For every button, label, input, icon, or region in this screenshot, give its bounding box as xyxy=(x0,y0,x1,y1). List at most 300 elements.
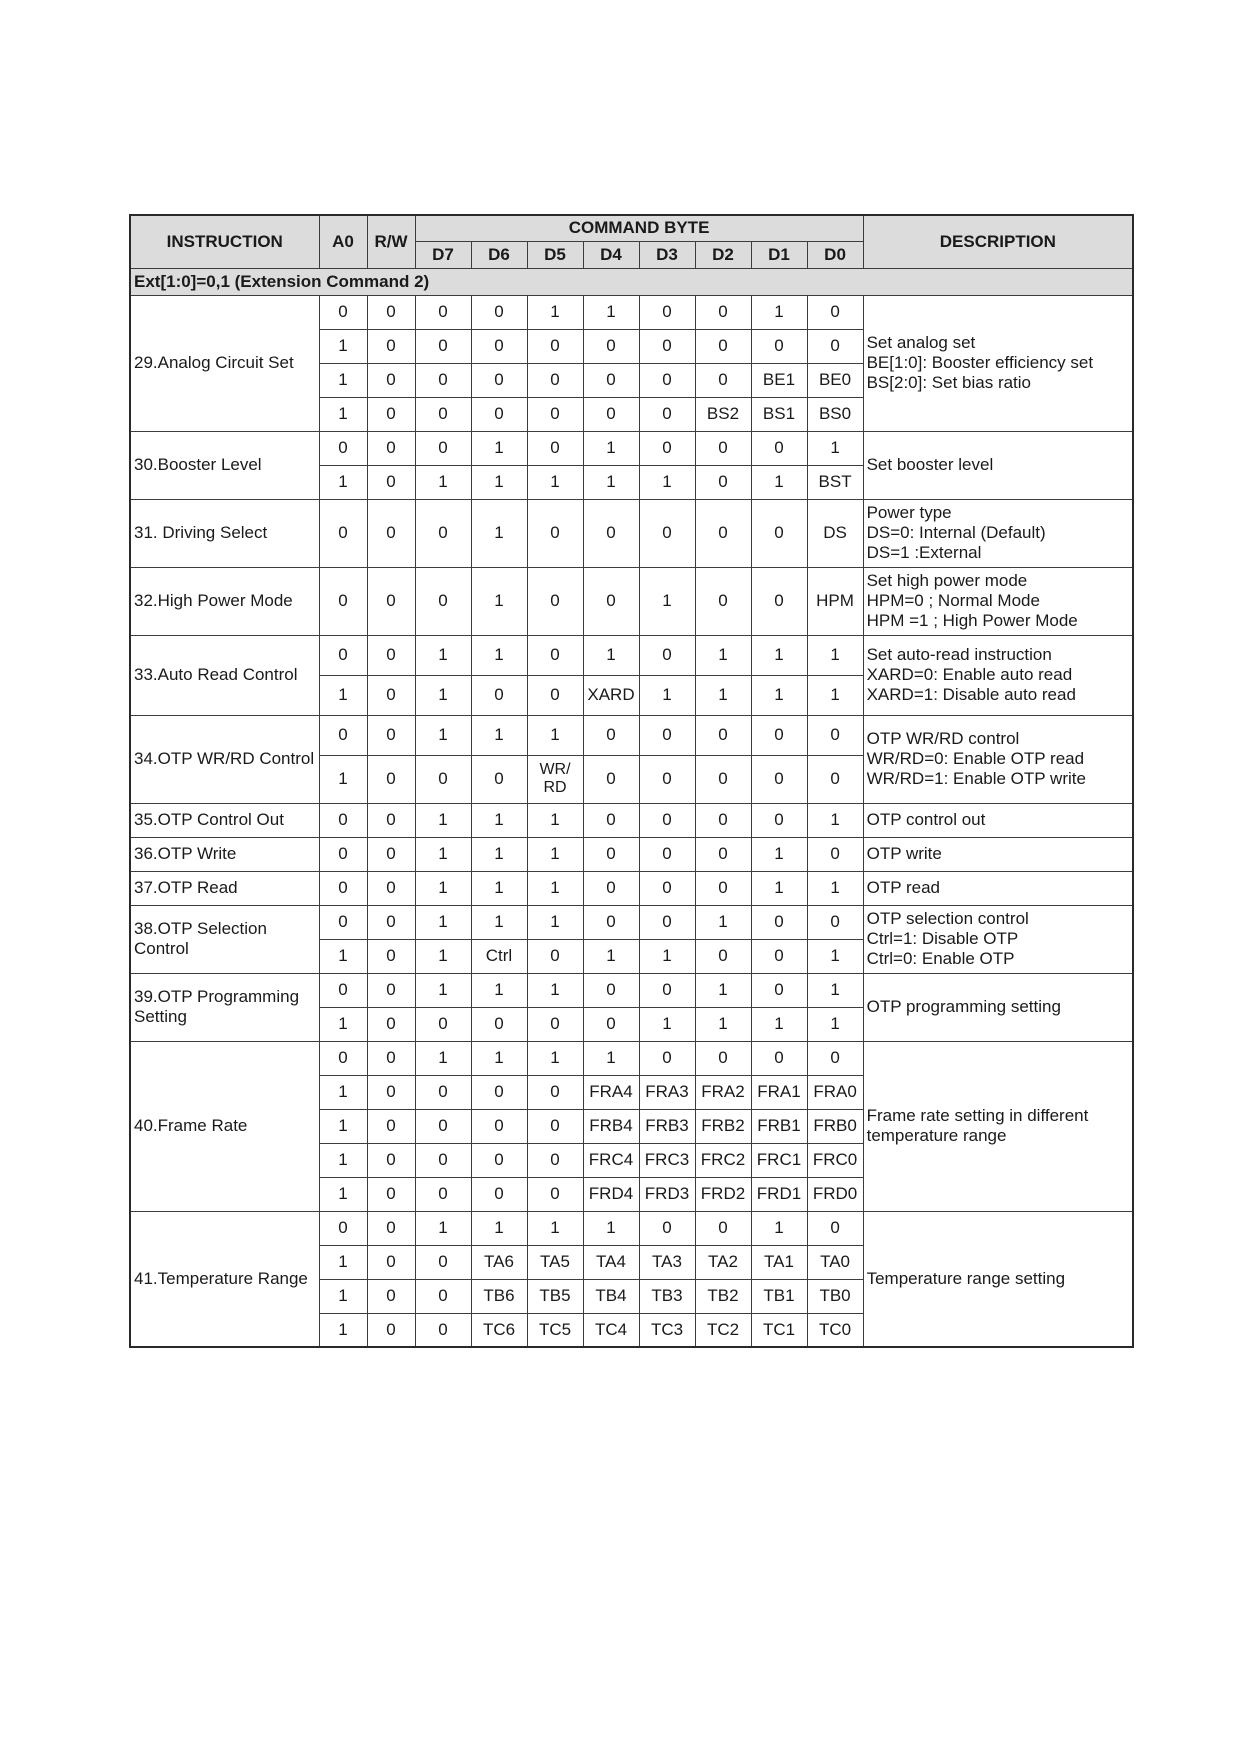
header-instruction: INSTRUCTION xyxy=(130,215,319,268)
table-row xyxy=(130,567,1133,635)
table-row xyxy=(130,803,1133,837)
a0-cell: 1 xyxy=(319,1143,367,1177)
bit-cell: TA2 xyxy=(695,1245,751,1279)
bit-cell: 0 xyxy=(695,803,751,837)
bit-cell: 0 xyxy=(583,329,639,363)
description-line: XARD=0: Enable auto read xyxy=(866,665,1073,684)
a0-cell: 1 xyxy=(319,1177,367,1211)
description-line: XARD=1: Disable auto read xyxy=(866,685,1076,704)
a0-cell: 1 xyxy=(319,465,367,499)
description-cell xyxy=(863,1211,1133,1347)
bit-cell: 0 xyxy=(583,803,639,837)
instruction-cell: 36.OTP Write xyxy=(130,837,319,871)
bit-cell: FRC4 xyxy=(583,1143,639,1177)
bit-cell: 0 xyxy=(583,755,639,803)
bit-cell: 1 xyxy=(527,803,583,837)
bit-cell: 0 xyxy=(527,431,583,465)
bit-cell: 1 xyxy=(639,465,695,499)
a0-cell: 1 xyxy=(319,329,367,363)
bit-cell: 1 xyxy=(807,939,863,973)
rw-cell: 0 xyxy=(367,939,415,973)
table-row xyxy=(130,295,1133,329)
rw-cell: 0 xyxy=(367,871,415,905)
bit-cell: 0 xyxy=(639,499,695,567)
bit-cell: 0 xyxy=(527,567,583,635)
bit-cell: 0 xyxy=(527,1075,583,1109)
bit-cell: 0 xyxy=(415,1109,471,1143)
bit-cell: 1 xyxy=(583,1041,639,1075)
description-cell xyxy=(863,973,1133,1041)
description-line: HPM =1 ; High Power Mode xyxy=(866,611,1078,630)
rw-cell: 0 xyxy=(367,837,415,871)
bit-cell: 1 xyxy=(639,675,695,715)
bit-cell: 0 xyxy=(751,715,807,755)
bit-cell: TA0 xyxy=(807,1245,863,1279)
bit-cell: TC2 xyxy=(695,1313,751,1347)
bit-cell: 1 xyxy=(751,837,807,871)
bit-cell: TB3 xyxy=(639,1279,695,1313)
bit-cell: 1 xyxy=(695,973,751,1007)
bit-cell: 0 xyxy=(751,1041,807,1075)
bit-cell: 1 xyxy=(471,905,527,939)
command-table xyxy=(129,214,1134,1348)
table-row xyxy=(130,715,1133,755)
bit-cell: 1 xyxy=(807,973,863,1007)
bit-cell: 1 xyxy=(527,871,583,905)
bit-cell: TA3 xyxy=(639,1245,695,1279)
description-line: OTP write xyxy=(866,844,942,863)
bit-cell: 1 xyxy=(471,973,527,1007)
bit-cell: 0 xyxy=(415,1007,471,1041)
header-bit: D7 xyxy=(415,241,471,268)
bit-cell: 0 xyxy=(583,499,639,567)
rw-cell: 0 xyxy=(367,1007,415,1041)
bit-cell: 1 xyxy=(527,715,583,755)
a0-cell: 0 xyxy=(319,973,367,1007)
bit-cell: 0 xyxy=(471,675,527,715)
bit-cell: 0 xyxy=(695,499,751,567)
description-cell xyxy=(863,635,1133,715)
bit-cell: 1 xyxy=(695,675,751,715)
description-line: Power type xyxy=(866,503,952,522)
bit-cell: 0 xyxy=(695,871,751,905)
a0-cell: 1 xyxy=(319,1245,367,1279)
header-bit: D5 xyxy=(527,241,583,268)
bit-cell: TA1 xyxy=(751,1245,807,1279)
a0-cell: 1 xyxy=(319,1075,367,1109)
a0-cell: 0 xyxy=(319,1041,367,1075)
description-line: Frame rate setting in different temperature range xyxy=(866,1106,1089,1145)
bit-cell: 0 xyxy=(471,1075,527,1109)
bit-cell: FRA3 xyxy=(639,1075,695,1109)
instruction-cell: 30.Booster Level xyxy=(130,431,319,499)
bit-cell: 0 xyxy=(415,295,471,329)
description-cell xyxy=(863,499,1133,567)
bit-cell: 0 xyxy=(639,905,695,939)
description-line: Set high power mode xyxy=(866,571,1028,590)
description-line: WR/RD=0: Enable OTP read xyxy=(866,749,1085,768)
bit-cell: TA5 xyxy=(527,1245,583,1279)
description-cell xyxy=(863,871,1133,905)
rw-cell: 0 xyxy=(367,675,415,715)
bit-cell: 1 xyxy=(415,837,471,871)
bit-cell: 0 xyxy=(751,567,807,635)
bit-cell: 0 xyxy=(527,635,583,675)
bit-cell: 0 xyxy=(527,939,583,973)
bit-cell: 0 xyxy=(639,397,695,431)
bit-cell: 0 xyxy=(751,499,807,567)
header-bit: D3 xyxy=(639,241,695,268)
rw-cell: 0 xyxy=(367,1245,415,1279)
instruction-cell: 37.OTP Read xyxy=(130,871,319,905)
bit-cell: 0 xyxy=(695,715,751,755)
rw-cell: 0 xyxy=(367,635,415,675)
bit-cell: 0 xyxy=(807,295,863,329)
bit-cell: 0 xyxy=(415,363,471,397)
header-bit: D6 xyxy=(471,241,527,268)
rw-cell: 0 xyxy=(367,905,415,939)
bit-cell: 1 xyxy=(807,675,863,715)
bit-cell: 0 xyxy=(527,397,583,431)
table-row xyxy=(130,499,1133,567)
description-line: BE[1:0]: Booster efficiency set xyxy=(866,353,1094,372)
bit-cell: 0 xyxy=(751,329,807,363)
bit-cell: 0 xyxy=(695,755,751,803)
bit-cell: 1 xyxy=(471,837,527,871)
bit-cell: FRD2 xyxy=(695,1177,751,1211)
description-line: WR/RD=1: Enable OTP write xyxy=(866,769,1086,788)
bit-cell: TC4 xyxy=(583,1313,639,1347)
rw-cell: 0 xyxy=(367,567,415,635)
bit-cell: 1 xyxy=(471,567,527,635)
bit-cell: 1 xyxy=(471,635,527,675)
description-line: HPM=0 ; Normal Mode xyxy=(866,591,1040,610)
bit-cell: 0 xyxy=(751,973,807,1007)
bit-cell: 1 xyxy=(751,295,807,329)
rw-cell: 0 xyxy=(367,1143,415,1177)
bit-cell: 0 xyxy=(415,1177,471,1211)
instruction-cell: 34.OTP WR/RD Control xyxy=(130,715,319,803)
bit-cell: BE0 xyxy=(807,363,863,397)
bit-cell: 0 xyxy=(639,715,695,755)
section-title: Ext[1:0]=0,1 (Extension Command 2) xyxy=(130,268,1133,295)
bit-cell: 1 xyxy=(471,1041,527,1075)
a0-cell: 1 xyxy=(319,755,367,803)
description-cell xyxy=(863,715,1133,803)
bit-cell: 0 xyxy=(807,905,863,939)
a0-cell: 1 xyxy=(319,675,367,715)
bit-cell: 1 xyxy=(639,939,695,973)
a0-cell: 0 xyxy=(319,905,367,939)
rw-cell: 0 xyxy=(367,973,415,1007)
a0-cell: 0 xyxy=(319,635,367,675)
bit-cell: 0 xyxy=(415,329,471,363)
rw-cell: 0 xyxy=(367,1109,415,1143)
rw-cell: 0 xyxy=(367,715,415,755)
bit-cell: 0 xyxy=(583,567,639,635)
bit-cell: FRC2 xyxy=(695,1143,751,1177)
bit-cell: 1 xyxy=(695,1007,751,1041)
bit-cell: 0 xyxy=(527,1007,583,1041)
rw-cell: 0 xyxy=(367,1313,415,1347)
bit-cell: 0 xyxy=(751,755,807,803)
bit-cell: 1 xyxy=(751,1211,807,1245)
bit-cell: 0 xyxy=(695,465,751,499)
description-line: Set auto-read instruction xyxy=(866,645,1052,664)
bit-cell: 0 xyxy=(751,431,807,465)
a0-cell: 0 xyxy=(319,1211,367,1245)
bit-cell: 1 xyxy=(583,939,639,973)
bit-cell: TC1 xyxy=(751,1313,807,1347)
bit-cell: 0 xyxy=(471,329,527,363)
rw-cell: 0 xyxy=(367,363,415,397)
a0-cell: 1 xyxy=(319,1279,367,1313)
rw-cell: 0 xyxy=(367,803,415,837)
bit-cell: 0 xyxy=(415,397,471,431)
instruction-cell: 31. Driving Select xyxy=(130,499,319,567)
bit-cell: Ctrl xyxy=(471,939,527,973)
header-command-byte: COMMAND BYTE xyxy=(415,215,863,241)
bit-cell: FRC0 xyxy=(807,1143,863,1177)
description-line: OTP read xyxy=(866,878,940,897)
description-line: Ctrl=0: Enable OTP xyxy=(866,949,1015,968)
rw-cell: 0 xyxy=(367,1177,415,1211)
bit-cell: 0 xyxy=(583,973,639,1007)
bit-cell: 1 xyxy=(471,803,527,837)
a0-cell: 0 xyxy=(319,871,367,905)
a0-cell: 1 xyxy=(319,1313,367,1347)
bit-cell: 0 xyxy=(583,837,639,871)
bit-cell: 1 xyxy=(471,431,527,465)
header-bit: D2 xyxy=(695,241,751,268)
bit-cell: 1 xyxy=(751,465,807,499)
bit-cell: 0 xyxy=(639,635,695,675)
header-bit: D1 xyxy=(751,241,807,268)
bit-cell: 1 xyxy=(639,1007,695,1041)
bit-cell: 0 xyxy=(751,803,807,837)
description-cell xyxy=(863,803,1133,837)
a0-cell: 1 xyxy=(319,939,367,973)
bit-cell: XARD xyxy=(583,675,639,715)
bit-cell: TB2 xyxy=(695,1279,751,1313)
bit-cell: 0 xyxy=(639,973,695,1007)
bit-cell: 0 xyxy=(695,567,751,635)
bit-cell: TB4 xyxy=(583,1279,639,1313)
bit-cell: 0 xyxy=(639,329,695,363)
bit-cell: TC0 xyxy=(807,1313,863,1347)
bit-cell: FRA4 xyxy=(583,1075,639,1109)
instruction-cell: 29.Analog Circuit Set xyxy=(130,295,319,431)
header-bit: D4 xyxy=(583,241,639,268)
bit-cell: 0 xyxy=(527,329,583,363)
bit-cell: 1 xyxy=(415,1211,471,1245)
bit-cell: 1 xyxy=(583,465,639,499)
bit-cell: 0 xyxy=(583,363,639,397)
bit-cell: 1 xyxy=(807,871,863,905)
bit-cell: 1 xyxy=(807,431,863,465)
bit-cell: TC3 xyxy=(639,1313,695,1347)
bit-cell: FRC1 xyxy=(751,1143,807,1177)
bit-cell: 0 xyxy=(639,837,695,871)
bit-cell: 0 xyxy=(583,1007,639,1041)
description-cell xyxy=(863,567,1133,635)
rw-cell: 0 xyxy=(367,1041,415,1075)
bit-cell: 1 xyxy=(583,1211,639,1245)
bit-cell: TA6 xyxy=(471,1245,527,1279)
bit-cell: TB5 xyxy=(527,1279,583,1313)
header-rw: R/W xyxy=(367,215,415,268)
bit-cell: 1 xyxy=(807,803,863,837)
description-line: Set analog set xyxy=(866,333,976,352)
bit-cell: 1 xyxy=(415,939,471,973)
bit-cell: 0 xyxy=(415,431,471,465)
bit-cell: 0 xyxy=(639,803,695,837)
description-cell xyxy=(863,295,1133,431)
instruction-cell: 39.OTP Programming Setting xyxy=(130,973,319,1041)
bit-cell: 0 xyxy=(695,1211,751,1245)
bit-cell: 0 xyxy=(807,755,863,803)
bit-cell: 0 xyxy=(527,675,583,715)
bit-cell: 1 xyxy=(527,1211,583,1245)
bit-cell: 1 xyxy=(527,1041,583,1075)
bit-cell: FRB1 xyxy=(751,1109,807,1143)
bit-cell: BS0 xyxy=(807,397,863,431)
a0-cell: 0 xyxy=(319,837,367,871)
bit-cell: 0 xyxy=(527,1177,583,1211)
bit-cell: 1 xyxy=(639,567,695,635)
bit-cell: BST xyxy=(807,465,863,499)
bit-cell: 1 xyxy=(583,635,639,675)
bit-cell: 1 xyxy=(527,973,583,1007)
bit-cell: 1 xyxy=(415,973,471,1007)
bit-cell: 1 xyxy=(583,431,639,465)
bit-cell: 0 xyxy=(471,295,527,329)
bit-cell: 0 xyxy=(695,431,751,465)
bit-cell: 0 xyxy=(751,905,807,939)
bit-cell: FRA2 xyxy=(695,1075,751,1109)
bit-cell: 1 xyxy=(415,715,471,755)
rw-cell: 0 xyxy=(367,431,415,465)
bit-cell: 0 xyxy=(639,1041,695,1075)
bit-cell: 0 xyxy=(639,1211,695,1245)
bit-cell: 0 xyxy=(807,837,863,871)
bit-cell: 1 xyxy=(415,675,471,715)
bit-cell: 0 xyxy=(751,939,807,973)
bit-cell: HPM xyxy=(807,567,863,635)
instruction-cell: 33.Auto Read Control xyxy=(130,635,319,715)
bit-cell: 0 xyxy=(471,397,527,431)
bit-cell: 1 xyxy=(471,499,527,567)
bit-cell: 0 xyxy=(807,1041,863,1075)
a0-cell: 0 xyxy=(319,567,367,635)
bit-cell: TB6 xyxy=(471,1279,527,1313)
instruction-cell: 32.High Power Mode xyxy=(130,567,319,635)
bit-cell: FRD1 xyxy=(751,1177,807,1211)
rw-cell: 0 xyxy=(367,329,415,363)
bit-cell: 1 xyxy=(415,635,471,675)
bit-cell: 0 xyxy=(583,715,639,755)
a0-cell: 0 xyxy=(319,499,367,567)
header-description: DESCRIPTION xyxy=(863,215,1133,268)
header-bit: D0 xyxy=(807,241,863,268)
bit-cell: 1 xyxy=(695,635,751,675)
bit-cell: 0 xyxy=(415,1075,471,1109)
bit-cell: 0 xyxy=(471,755,527,803)
description-line: OTP selection control xyxy=(866,909,1029,928)
bit-cell: 0 xyxy=(415,1245,471,1279)
bit-cell: 1 xyxy=(807,1007,863,1041)
bit-cell: 1 xyxy=(527,295,583,329)
description-line: DS=1 :External xyxy=(866,543,982,562)
bit-cell: 0 xyxy=(639,431,695,465)
bit-cell: 1 xyxy=(751,1007,807,1041)
bit-cell: TC5 xyxy=(527,1313,583,1347)
bit-cell: TA4 xyxy=(583,1245,639,1279)
bit-cell: 0 xyxy=(415,1279,471,1313)
bit-cell: 0 xyxy=(695,329,751,363)
bit-cell: 1 xyxy=(471,465,527,499)
bit-cell: WR/ RD xyxy=(527,755,583,803)
bit-cell: 0 xyxy=(471,1109,527,1143)
bit-cell: 1 xyxy=(471,871,527,905)
bit-cell: 0 xyxy=(583,397,639,431)
bit-cell: 0 xyxy=(527,363,583,397)
description-line: Set booster level xyxy=(866,455,994,474)
description-line: OTP programming setting xyxy=(866,997,1061,1016)
bit-cell: 0 xyxy=(639,295,695,329)
bit-cell: BE1 xyxy=(751,363,807,397)
bit-cell: 0 xyxy=(471,363,527,397)
bit-cell: 0 xyxy=(695,363,751,397)
bit-cell: FRB3 xyxy=(639,1109,695,1143)
bit-cell: 0 xyxy=(807,329,863,363)
a0-cell: 0 xyxy=(319,715,367,755)
bit-cell: 1 xyxy=(751,871,807,905)
bit-cell: 0 xyxy=(583,905,639,939)
a0-cell: 0 xyxy=(319,803,367,837)
a0-cell: 1 xyxy=(319,363,367,397)
rw-cell: 0 xyxy=(367,755,415,803)
bit-cell: 0 xyxy=(695,1041,751,1075)
bit-cell: 1 xyxy=(527,465,583,499)
bit-cell: 1 xyxy=(695,905,751,939)
bit-cell: FRC3 xyxy=(639,1143,695,1177)
bit-cell: 0 xyxy=(415,499,471,567)
bit-cell: 0 xyxy=(695,295,751,329)
bit-cell: DS xyxy=(807,499,863,567)
table-row xyxy=(130,837,1133,871)
bit-cell: 0 xyxy=(415,755,471,803)
table-row xyxy=(130,1041,1133,1075)
instruction-cell: 38.OTP Selection Control xyxy=(130,905,319,973)
description-line: Temperature range setting xyxy=(866,1268,1066,1288)
bit-cell: 1 xyxy=(415,803,471,837)
description-line: Ctrl=1: Disable OTP xyxy=(866,929,1019,948)
bit-cell: 0 xyxy=(807,1211,863,1245)
bit-cell: BS2 xyxy=(695,397,751,431)
header-a0: A0 xyxy=(319,215,367,268)
a0-cell: 0 xyxy=(319,431,367,465)
bit-cell: FRA1 xyxy=(751,1075,807,1109)
bit-cell: 1 xyxy=(751,675,807,715)
a0-cell: 1 xyxy=(319,1007,367,1041)
instruction-cell: 35.OTP Control Out xyxy=(130,803,319,837)
rw-cell: 0 xyxy=(367,1279,415,1313)
bit-cell: 1 xyxy=(415,465,471,499)
bit-cell: 0 xyxy=(807,715,863,755)
bit-cell: 0 xyxy=(527,1143,583,1177)
bit-cell: 0 xyxy=(695,939,751,973)
